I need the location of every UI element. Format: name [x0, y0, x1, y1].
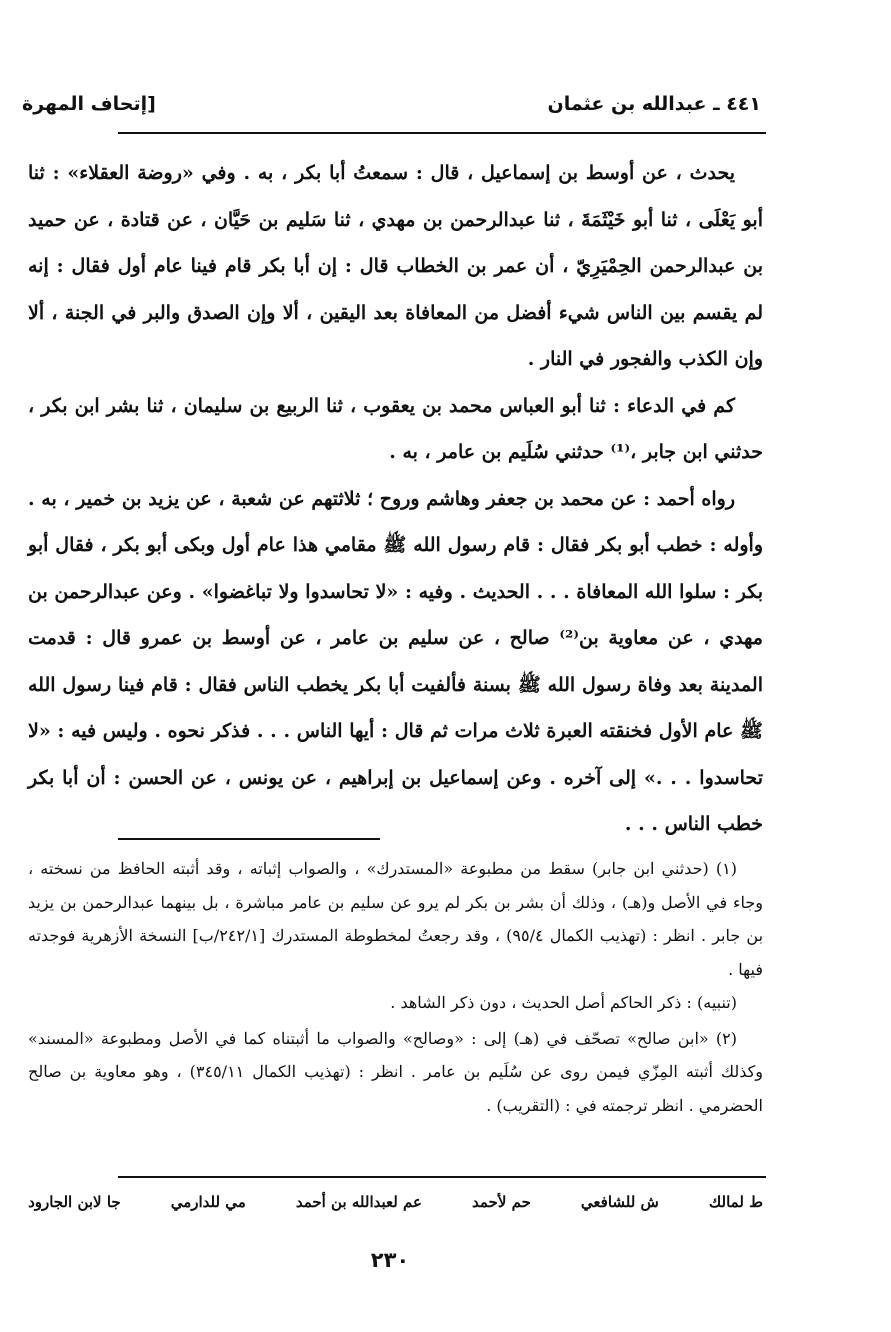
- abbreviation: ش للشافعي: [580, 1193, 659, 1211]
- page-number: ٢٣٠: [370, 1248, 410, 1272]
- footnote: (١) (حدثني ابن جابر) سقط من مطبوعة «المستدرك» ، والصواب إثباته ، وقد أثبته الحافظ من نسخته ، وجاء في الأصل و(هـ) ، وذلك أن بشر بن بكر لم يرو عن سليم بن عامر مباشرة ، بل بينهما عبدالرحمن بن يزيد بن جابر . انظر : (تهذيب الكمال ٩٥/٤) ، وقد رجعتُ لمخطوطة المستدرك [٢٤٢/١/ب] النسخة الأزهرية فوجدته فيها .: [28, 859, 764, 979]
- abbreviation: جا لابن الجارود: [28, 1193, 121, 1211]
- header-rule: [118, 132, 766, 134]
- abbreviation: ط لمالك: [708, 1193, 763, 1211]
- footnote-rule: [118, 838, 380, 840]
- running-head: [22, 86, 761, 122]
- paragraph: كم في الدعاء : ثنا أبو العباس محمد بن يعقوب ، ثنا الربيع بن سليمان ، ثنا بشر ابن بكر ، حدثني ابن جابر ،⁽¹⁾ حدثني سُلَيم بن عامر ، به .: [28, 394, 763, 463]
- footnotes: [28, 852, 763, 1122]
- abbreviations-rule: [118, 1176, 766, 1178]
- main-text: [28, 150, 763, 848]
- paragraph: رواه أحمد : عن محمد بن جعفر وهاشم وروح ؛ ثلاثتهم عن شعبة ، عن يزيد بن خمير ، به . وأوله : خطب أبو بكر فقال : قام رسول الله ﷺ مقامي هذا عام أول وبكى أبو بكر ، فقال أبو بكر : سلوا الله المعافاة . . . الحديث . وفيه : «لا تحاسدوا ولا تباغضوا» . وعن عبدالرحمن بن مهدي ، عن معاوية بن⁽²⁾ صالح ، عن سليم بن عامر ، عن أوسط بن عمرو قال : قدمت المدينة بعد وفاة رسول الله ﷺ بسنة فألفيت أبا بكر يخطب الناس فقال : قام فينا رسول الله ﷺ عام الأول فخنقته العبرة ثلاث مرات ثم قال : أيها الناس . . . فذكر نحوه . وليس فيه : «لا تحاسدوا . . .» إلى آخره . وعن إسماعيل بن إبراهيم ، عن يونس ، عن الحسن : أن أبا بكر خطب الناس . . .: [28, 487, 763, 835]
- abbreviations-key: [28, 1188, 763, 1216]
- entry-title: ٤٤١ ـ عبدالله بن عثمان: [547, 93, 761, 115]
- footnote: (٢) «ابن صالح» تصحّف في (هـ) إلى : «وصالح» والصواب ما أثبتناه كما في الأصل ومطبوعة «المسند» وكذلك أثبته المِزّي فيمن روى عن سُلَيم بن عامر . انظر : (تهذيب الكمال ٣٤٥/١١) ، وهو معاوية بن صالح الحضرمي . انظر ترجمته في : (التقريب) .: [28, 1028, 764, 1115]
- paragraph: يحدث ، عن أوسط بن إسماعيل ، قال : سمعتُ أبا بكر ، به . وفي «روضة العقلاء» : ثنا أبو يَعْلَى ، ثنا أبو خَيْثَمَةَ ، ثنا عبدالرحمن بن مهدي ، ثنا سَليم بن حَيَّان ، عن قتادة ، عن حميد بن عبدالرحمن الحِمْيَرِيّ ، أن عمر بن الخطاب قال : إن أبا بكر قام فينا عام أول فقال : إنه لم يقسم بين الناس شيء أفضل من المعافاة بعد اليقين ، ألا وإن الصدق والبر في الجنة ، ألا وإن الكذب والفجور في النار .: [28, 162, 763, 370]
- footnote-note: (تنبيه) : ذكر الحاكم أصل الحديث ، دون ذكر الشاهد .: [390, 993, 737, 1012]
- book-title: [إتحاف المهرة: [22, 93, 156, 115]
- abbreviation: عم لعبدالله بن أحمد: [295, 1193, 422, 1211]
- abbreviation: حم لأحمد: [472, 1193, 531, 1211]
- abbreviation: مي للدارمي: [170, 1193, 246, 1211]
